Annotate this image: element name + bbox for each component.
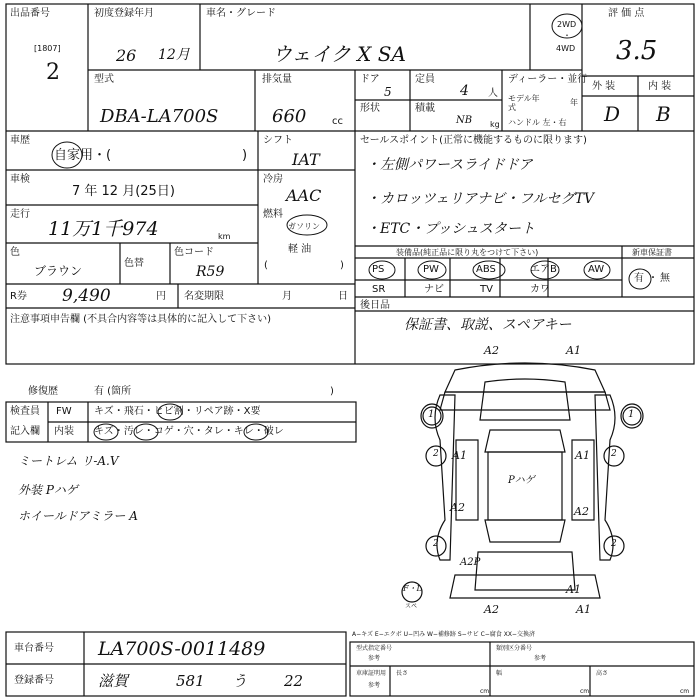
mark-roof: Pハゲ [508, 475, 535, 486]
score-label: 評 価 点 [608, 8, 645, 19]
registration-kana: う [232, 672, 248, 690]
ac-value: AAC [286, 186, 322, 205]
registration-number: 22 [284, 672, 304, 690]
sales-label: セールスポイント(正常に機能するものに限ります) [360, 135, 587, 146]
equip-aw: AW [588, 264, 605, 275]
mark-rear-left-side: A2P [460, 557, 481, 568]
fuel-close: ) [340, 260, 344, 271]
name-change-day: 日 [338, 291, 348, 302]
drive-dot: ・ [563, 31, 571, 40]
equip-ps: PS [372, 264, 385, 275]
equip-leather: カワ [530, 284, 550, 295]
damage-legend: A−キズ E−エクボ U−凹み W−補修跡 S−サビ C−腐食 XX−交換済 [352, 631, 535, 638]
fuel-gasoline: ガソリン [288, 222, 320, 231]
exterior-label: 外 装 [592, 81, 616, 92]
equip-pw: PW [423, 264, 439, 275]
equip-tv: TV [480, 284, 493, 295]
recycle-unit: 円 [156, 291, 166, 302]
mark-left-mirror: 1 [428, 409, 435, 420]
first-registration-year: 26 [116, 46, 137, 65]
equipment-label: 装備品(純正品に限り丸をつけて下さい) [396, 248, 539, 257]
color-value: ブラウン [34, 264, 83, 278]
sales-point-1: ・左側パワースライドドア [366, 157, 533, 173]
warranty-yes: 有 [634, 273, 644, 284]
inspector-comment-1: ミートレム リ-A.V [18, 454, 119, 468]
fuel-open: ( [264, 260, 268, 271]
mark-right-mirror: 1 [628, 409, 635, 420]
repair-label: 修復歴 [28, 386, 58, 397]
wheel-mark-front-left: 2 [433, 449, 439, 459]
sales-point-3: ・ETC・プッシュスタート [366, 221, 536, 237]
inspector-comment-3: ホイールドアミラー A [18, 509, 138, 523]
category-label: 類別区分番号 [496, 645, 533, 652]
color-label: 色 [10, 247, 20, 258]
mark-front-left: A2 [484, 344, 499, 357]
fuel-label: 燃料 [263, 209, 283, 220]
registration-label: 登録番号 [14, 675, 54, 686]
width-unit: cm [580, 688, 590, 695]
chassis-label: 車台番号 [14, 643, 54, 654]
inspector-comment-2: 外装 Pハゲ [18, 483, 78, 497]
drive-2wd: 2WD [557, 20, 577, 29]
load-label: 積載 [415, 103, 435, 114]
inspection-label: 車検 [10, 174, 30, 185]
repair-value: 有 (箇所 [94, 386, 132, 397]
history-label: 車歴 [10, 135, 30, 146]
equip-airbag: エアB [530, 264, 557, 275]
model-cert-label: 型式指定番号 [356, 645, 393, 652]
mark-right-front-door: A1 [575, 449, 590, 462]
lot-number: 2 [46, 60, 60, 85]
inspection-value: 7 年 12 月(25日) [72, 184, 175, 199]
equip-abs: ABS [476, 264, 496, 275]
inspector-fw-items: キズ・飛石・ヒビ割・リペア跡・X要 [94, 406, 261, 417]
inspector-interior-items: キズ・汚レ・コゲ・穴・タレ・キレ・破レ [94, 426, 284, 437]
first-registration-month: 12月 [158, 47, 190, 63]
model-year-label: モデル年式 [508, 94, 540, 112]
inspector-fw-label: FW [56, 406, 72, 417]
capacity-label: 定員 [415, 74, 435, 85]
mark-rear-right: A1 [566, 583, 581, 596]
model-cert-ref: 参考 [368, 655, 381, 662]
mileage-value: 11万1千974 [48, 218, 159, 240]
wheel-mark-rear-right: 2 [611, 539, 617, 549]
drive-4wd: 4WD [556, 44, 576, 53]
capacity-unit: 人 [488, 88, 498, 99]
mileage-label: 走行 [10, 209, 30, 220]
mark-tail-right: A1 [576, 603, 591, 616]
lot-code: [1807] [34, 44, 61, 53]
door-label: ドア [360, 74, 380, 85]
height-label: 高さ [596, 670, 609, 677]
shape-label: 形状 [360, 103, 380, 114]
door-value: 5 [384, 85, 392, 99]
name-change-unit: 月 [282, 291, 292, 302]
inspector-interior-label: 内装 [54, 426, 74, 437]
attachments-value: 保証書、取説、スペアキー [404, 317, 572, 333]
mark-right-rear-door: A2 [574, 505, 589, 518]
equip-sr: SR [372, 284, 386, 295]
inspector-label-1: 検査員 [10, 406, 40, 417]
history-close: ) [242, 148, 248, 163]
load-unit: kg [490, 120, 500, 129]
capacity-value: 4 [460, 83, 469, 99]
interior-value: B [656, 102, 671, 126]
shift-label: シフト [263, 135, 293, 146]
shift-value: IAT [292, 150, 320, 169]
warranty-no: 無 [660, 273, 670, 284]
displacement-unit: cc [332, 116, 343, 127]
height-unit: cm [680, 688, 690, 695]
reg-cert-label: 車庫証明用 [356, 670, 387, 677]
wheel-mark-rear-left: 2 [433, 539, 439, 549]
displacement-label: 排気量 [262, 74, 292, 85]
notes-label: 注意事項申告欄 (不具合内容等は具体的に記入して下さい) [10, 314, 271, 325]
name-grade-label: 車名・グレード [206, 8, 276, 19]
recycle-label: R券 [10, 291, 27, 302]
mark-spare: F・L [403, 584, 422, 593]
history-value: 自家用・( [54, 148, 112, 163]
mark-left-front-door: A1 [452, 449, 467, 462]
warranty-label: 新車保証書 [632, 248, 672, 257]
mileage-unit: km [218, 232, 231, 241]
exterior-value: D [604, 102, 621, 126]
registration-class: 581 [176, 672, 205, 690]
mark-rear-left: A2 [484, 603, 499, 616]
name-grade-value: ウェイク X SA [272, 42, 406, 66]
lot-label: 出品番号 [10, 8, 50, 19]
recycle-value: 9,490 [62, 286, 111, 306]
sales-point-2: ・カロッツェリアナビ・フルセグTV [366, 191, 595, 207]
displacement-value: 660 [272, 106, 307, 127]
width-label: 幅 [496, 670, 503, 677]
length-unit: cm [480, 688, 490, 695]
color-code-value: R59 [196, 264, 225, 280]
mark-left-rear-door: A2 [450, 501, 465, 514]
inspector-label-2: 記入欄 [10, 426, 40, 437]
wheel-mark-front-right: 2 [611, 449, 617, 459]
reg-cert-ref: 参考 [368, 682, 381, 689]
color-change-label: 色替 [124, 258, 144, 269]
attachments-label: 後日品 [360, 300, 390, 311]
mark-front-right: A1 [566, 344, 581, 357]
category-ref: 参考 [534, 655, 547, 662]
load-value: NB [456, 115, 473, 126]
ac-label: 冷房 [263, 174, 283, 185]
mark-spare-label: スペ [405, 603, 418, 610]
registration-region: 滋賀 [98, 672, 129, 690]
interior-label: 内 装 [648, 81, 672, 92]
handle-label: ハンドル 左・右 [508, 118, 567, 127]
model-label: 型式 [94, 74, 114, 85]
first-registration-label: 初度登録年月 [94, 8, 154, 19]
dealer-label: ディーラー・並行 [508, 74, 588, 85]
model-year-unit: 年 [570, 98, 578, 107]
name-change-label: 名変期限 [184, 291, 224, 302]
score-value: 3.5 [616, 36, 658, 66]
fuel-diesel: 軽 油 [288, 244, 312, 255]
chassis-value: LA700S-0011489 [98, 638, 266, 660]
warranty-sep: ・ [648, 273, 658, 284]
equip-navi: ナビ [424, 284, 444, 295]
length-label: 長さ [396, 670, 409, 677]
color-code-label: 色コード [174, 247, 214, 258]
repair-close: ) [330, 386, 334, 397]
model-value: DBA-LA700S [100, 106, 219, 127]
